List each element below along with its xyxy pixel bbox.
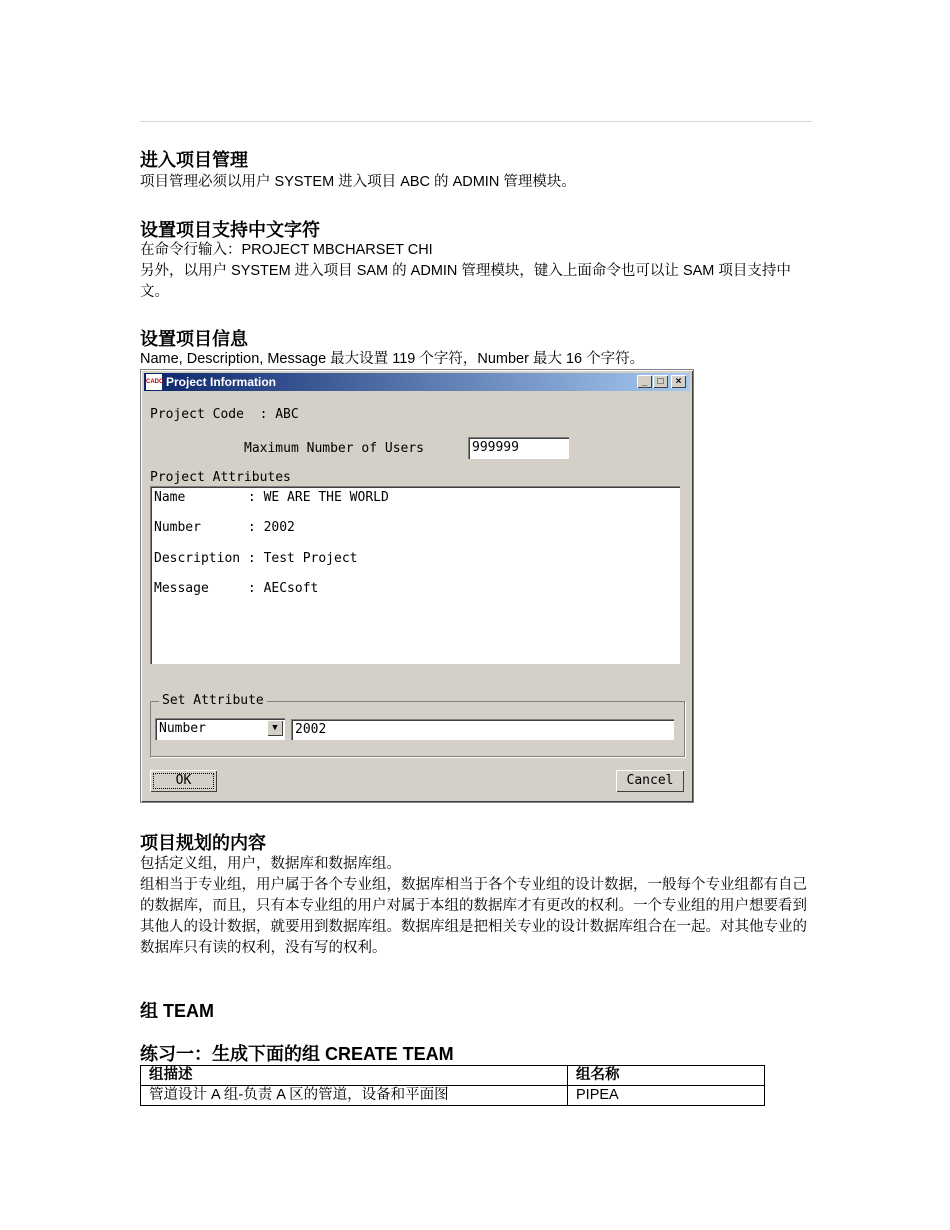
minimize-button[interactable]: _ xyxy=(637,375,652,388)
header-team-name: 组名称 xyxy=(568,1066,765,1086)
attribute-value-input[interactable] xyxy=(291,719,674,740)
heading-exercise-one: 练习一：生成下面的组 CREATE TEAM xyxy=(140,1044,454,1064)
table-row xyxy=(141,1086,765,1106)
set-attribute-group xyxy=(150,693,685,757)
attribute-row-description[interactable]: Description : Test Project xyxy=(154,551,358,566)
max-users-label: Maximum Number of Users xyxy=(244,441,425,456)
cell-team-description: 管道设计 A 组-负责 A 区的管道，设备和平面图 xyxy=(141,1086,568,1106)
heading-chinese-support: 设置项目支持中文字符 xyxy=(140,220,320,240)
dialog-titlebar[interactable] xyxy=(144,373,690,391)
chevron-down-icon[interactable]: ▼ xyxy=(267,720,283,736)
max-users-value: 999999 xyxy=(472,440,519,455)
header-team-description: 组描述 xyxy=(141,1066,568,1086)
maximize-button[interactable]: □ xyxy=(653,375,668,388)
project-code-label: Project Code : ABC xyxy=(150,407,299,422)
paragraph-planning-detail: 组相当于专业组，用户属于各个专业组，数据库相当于各个专业组的设计数据，一般每个专业组都有自己的数据库，而且，只有本专业组的用户对属于本组的数据库才有更改的权利。一个专业组的用户想要看到其他人的设计数据，就要用到数据库组。数据库组是把相关专业的设计数据库组合在一起。对其他专业的数据库只有读的权利，没有写的权利。 xyxy=(140,877,807,956)
paragraph-command: 在命令行输入：PROJECT MBCHARSET CHI xyxy=(140,242,433,258)
paragraph-sam-note: 另外，以用户 SYSTEM 进入项目 SAM 的 ADMIN 管理模块，键入上面命令也可以让 SAM 项目支持中文。 xyxy=(140,263,791,300)
attribute-row-message[interactable]: Message : AECsoft xyxy=(154,581,319,596)
team-table xyxy=(140,1065,765,1106)
heading-enter-project-admin: 进入项目管理 xyxy=(140,150,248,170)
dialog-title: Project Information xyxy=(166,375,277,389)
project-information-dialog xyxy=(140,369,694,803)
cancel-button[interactable]: Cancel xyxy=(616,770,684,792)
attribute-select-value: Number xyxy=(159,721,206,736)
table-header-row xyxy=(141,1066,765,1086)
attribute-row-number[interactable]: Number : 2002 xyxy=(154,520,295,535)
close-button[interactable]: × xyxy=(671,375,686,388)
attribute-select[interactable] xyxy=(155,718,285,740)
paragraph-char-limits: Name, Description, Message 最大设置 119 个字符，Number 最大 16 个字符。 xyxy=(140,351,645,367)
heading-planning: 项目规划的内容 xyxy=(140,833,266,853)
heading-project-info: 设置项目信息 xyxy=(140,329,248,349)
paragraph-planning-intro: 包括定义组，用户，数据库和数据库组。 xyxy=(140,856,401,872)
ok-button[interactable]: OK xyxy=(150,770,217,792)
paragraph-enter-admin: 项目管理必须以用户 SYSTEM 进入项目 ABC 的 ADMIN 管理模块。 xyxy=(140,174,576,190)
heading-team: 组 TEAM xyxy=(140,1001,214,1021)
cadc-app-icon: CADC xyxy=(146,374,162,390)
max-users-input[interactable] xyxy=(468,437,569,459)
cell-team-name: PIPEA xyxy=(568,1086,765,1106)
set-attribute-label: Set Attribute xyxy=(159,693,267,709)
top-rule xyxy=(140,121,812,122)
attribute-row-name[interactable]: Name : WE ARE THE WORLD xyxy=(154,490,389,505)
attributes-list[interactable] xyxy=(150,486,680,664)
attribute-value-text: 2002 xyxy=(295,722,327,737)
project-attributes-label: Project Attributes xyxy=(150,470,291,485)
